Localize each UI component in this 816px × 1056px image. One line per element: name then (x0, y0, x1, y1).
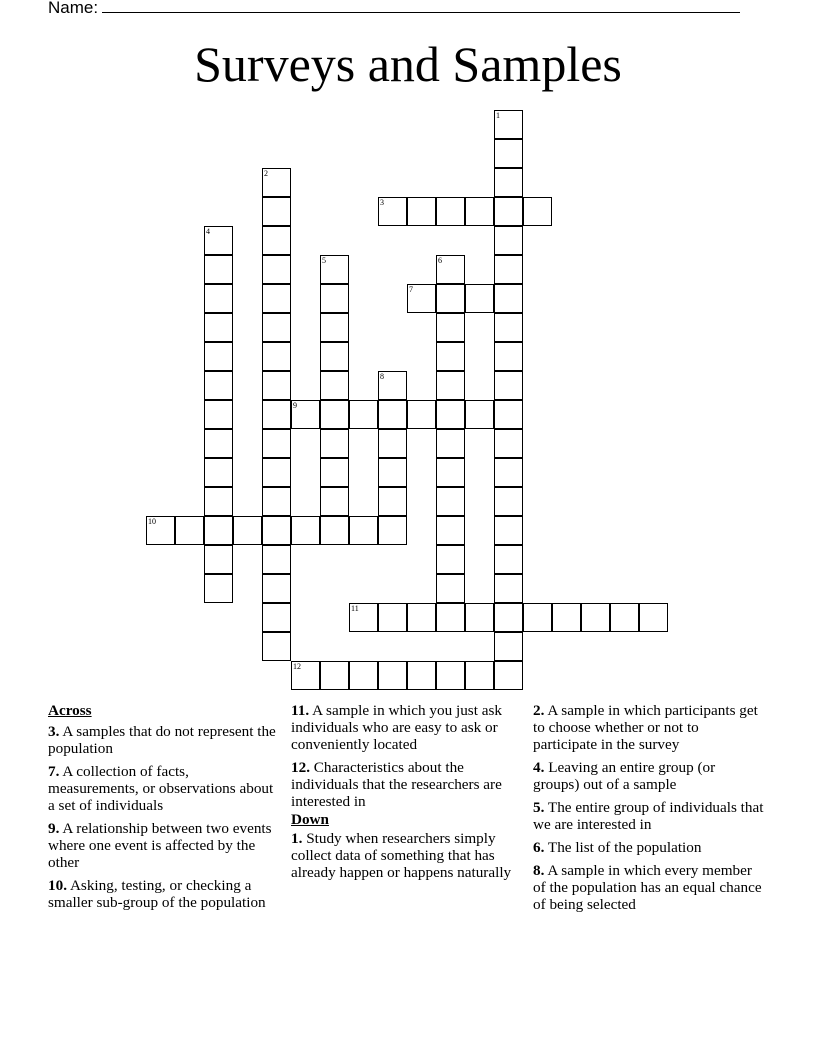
grid-cell[interactable] (320, 458, 349, 487)
clue-number: 4 (206, 227, 210, 236)
clue-number: 2 (264, 169, 268, 178)
down-heading: Down (291, 811, 329, 828)
grid-cell[interactable] (320, 255, 349, 284)
grid-cell[interactable] (349, 516, 378, 545)
grid-cell[interactable] (494, 313, 523, 342)
grid-cell[interactable] (378, 197, 407, 226)
grid-cell[interactable] (436, 342, 465, 371)
grid-cell[interactable] (204, 342, 233, 371)
clue-across-7: 7. A collection of facts, measurements, or observations about a set of individuals (48, 763, 274, 814)
grid-cell[interactable] (436, 284, 465, 313)
clue-number: 9 (293, 401, 297, 410)
grid-cell[interactable] (494, 574, 523, 603)
across-heading: Across (48, 702, 92, 719)
grid-cell[interactable] (349, 400, 378, 429)
grid-cell[interactable] (494, 197, 523, 226)
grid-cell[interactable] (320, 342, 349, 371)
clue-number: 5 (322, 256, 326, 265)
grid-cell[interactable] (262, 226, 291, 255)
clue-down-5: 5. The entire group of individuals that we are interested in (533, 799, 764, 833)
clue-across-10: 10. Asking, testing, or checking a smaller sub-group of the population (48, 877, 266, 911)
grid-cell[interactable] (465, 400, 494, 429)
grid-cell[interactable] (204, 371, 233, 400)
grid-cell[interactable] (291, 516, 320, 545)
grid-cell[interactable] (378, 458, 407, 487)
grid-cell[interactable] (320, 429, 349, 458)
grid-cell[interactable] (378, 516, 407, 545)
clue-down-2: 2. A sample in which participants get to choose whether or not to participate in the survey (533, 702, 758, 753)
grid-cell[interactable] (262, 371, 291, 400)
clue-down-4: 4. Leaving an entire group (or groups) out of a sample (533, 759, 716, 793)
grid-cell[interactable] (262, 313, 291, 342)
clue-across-9: 9. A relationship between two events where one event is affected by the other (48, 820, 272, 871)
grid-cell[interactable] (436, 429, 465, 458)
grid-cell[interactable] (262, 168, 291, 197)
clue-across-3: 3. A samples that do not represent the population (48, 723, 276, 757)
grid-cell[interactable] (204, 574, 233, 603)
name-label: Name: (48, 0, 99, 17)
grid-cell[interactable] (494, 429, 523, 458)
grid-cell[interactable] (204, 400, 233, 429)
grid-cell[interactable] (320, 400, 349, 429)
grid-cell[interactable] (494, 371, 523, 400)
grid-cell[interactable] (262, 574, 291, 603)
grid-cell[interactable] (494, 139, 523, 168)
grid-cell[interactable] (494, 110, 523, 139)
grid-cell[interactable] (262, 342, 291, 371)
grid-cell[interactable] (378, 429, 407, 458)
grid-cell[interactable] (349, 661, 378, 690)
grid-cell[interactable] (378, 661, 407, 690)
grid-cell[interactable] (436, 400, 465, 429)
grid-cell[interactable] (465, 284, 494, 313)
grid-cell[interactable] (204, 313, 233, 342)
grid-cell[interactable] (320, 516, 349, 545)
clue-column-3 (533, 702, 765, 919)
grid-cell[interactable] (494, 603, 523, 632)
grid-cell[interactable] (262, 197, 291, 226)
grid-cell[interactable] (291, 400, 320, 429)
grid-cell[interactable] (581, 603, 610, 632)
grid-cell[interactable] (494, 632, 523, 661)
grid-cell[interactable] (407, 661, 436, 690)
grid-cell[interactable] (436, 487, 465, 516)
clue-down-8: 8. A sample in which every member of the population has an equal chance of being selected (533, 862, 762, 913)
grid-cell[interactable] (436, 313, 465, 342)
grid-cell[interactable] (494, 458, 523, 487)
grid-cell[interactable] (436, 661, 465, 690)
grid-cell[interactable] (262, 284, 291, 313)
grid-cell[interactable] (639, 603, 668, 632)
clue-across-11: 11. A sample in which you just ask individuals who are easy to ask or conveniently located (291, 702, 502, 753)
grid-cell[interactable] (378, 603, 407, 632)
grid-cell[interactable] (175, 516, 204, 545)
grid-cell[interactable] (378, 487, 407, 516)
clue-column-1 (48, 702, 280, 917)
grid-cell[interactable] (436, 458, 465, 487)
grid-cell[interactable] (465, 197, 494, 226)
grid-cell[interactable] (494, 284, 523, 313)
grid-cell[interactable] (204, 255, 233, 284)
grid-cell[interactable] (204, 284, 233, 313)
clue-number: 3 (380, 198, 384, 207)
grid-cell[interactable] (262, 487, 291, 516)
grid-cell[interactable] (320, 487, 349, 516)
page-title: Surveys and Samples (194, 36, 622, 92)
clue-number: 7 (409, 285, 413, 294)
grid-cell[interactable] (291, 661, 320, 690)
grid-cell[interactable] (378, 400, 407, 429)
grid-cell[interactable] (494, 545, 523, 574)
grid-cell[interactable] (204, 458, 233, 487)
clue-column-2 (291, 702, 523, 887)
grid-cell[interactable] (494, 516, 523, 545)
grid-cell[interactable] (494, 661, 523, 690)
grid-cell[interactable] (436, 574, 465, 603)
grid-cell[interactable] (436, 255, 465, 284)
clue-number: 6 (438, 256, 442, 265)
grid-cell[interactable] (436, 197, 465, 226)
grid-cell[interactable] (204, 226, 233, 255)
grid-cell[interactable] (436, 603, 465, 632)
grid-cell[interactable] (320, 284, 349, 313)
clue-number: 8 (380, 372, 384, 381)
grid-cell[interactable] (436, 545, 465, 574)
grid-cell[interactable] (204, 429, 233, 458)
grid-cell[interactable] (320, 661, 349, 690)
grid-cell[interactable] (204, 516, 233, 545)
clue-number: 1 (496, 111, 500, 120)
grid-cell[interactable] (465, 603, 494, 632)
grid-cell[interactable] (233, 516, 262, 545)
grid-cell[interactable] (320, 313, 349, 342)
grid-cell[interactable] (407, 284, 436, 313)
grid-cell[interactable] (494, 226, 523, 255)
grid-cell[interactable] (407, 603, 436, 632)
grid-cell[interactable] (465, 661, 494, 690)
grid-cell[interactable] (407, 197, 436, 226)
grid-cell[interactable] (204, 545, 233, 574)
grid-cell[interactable] (349, 603, 378, 632)
grid-cell[interactable] (494, 342, 523, 371)
clue-number: 11 (351, 604, 359, 613)
grid-cell[interactable] (262, 603, 291, 632)
grid-cell[interactable] (262, 429, 291, 458)
grid-cell[interactable] (552, 603, 581, 632)
grid-cell[interactable] (262, 516, 291, 545)
clue-number: 10 (148, 517, 156, 526)
grid-cell[interactable] (146, 516, 175, 545)
grid-cell[interactable] (262, 255, 291, 284)
clue-number: 12 (293, 662, 301, 671)
grid-cell[interactable] (262, 545, 291, 574)
grid-cell[interactable] (407, 400, 436, 429)
grid-cell[interactable] (204, 487, 233, 516)
grid-cell[interactable] (262, 400, 291, 429)
grid-cell[interactable] (494, 255, 523, 284)
grid-cell[interactable] (262, 458, 291, 487)
clue-down-6: 6. The list of the population (533, 839, 702, 856)
grid-cell[interactable] (436, 371, 465, 400)
grid-cell[interactable] (523, 603, 552, 632)
grid-cell[interactable] (262, 632, 291, 661)
grid-cell[interactable] (378, 371, 407, 400)
grid-cell[interactable] (523, 197, 552, 226)
grid-cell[interactable] (494, 168, 523, 197)
grid-cell[interactable] (436, 516, 465, 545)
clue-down-1: 1. Study when researchers simply collect data of something that has already happen or happens naturally (291, 830, 512, 881)
clue-across-12: 12. Characteristics about the individuals that the researchers are interested in (291, 759, 502, 810)
grid-cell[interactable] (494, 400, 523, 429)
grid-cell[interactable] (320, 371, 349, 400)
grid-cell[interactable] (610, 603, 639, 632)
grid-cell[interactable] (494, 487, 523, 516)
